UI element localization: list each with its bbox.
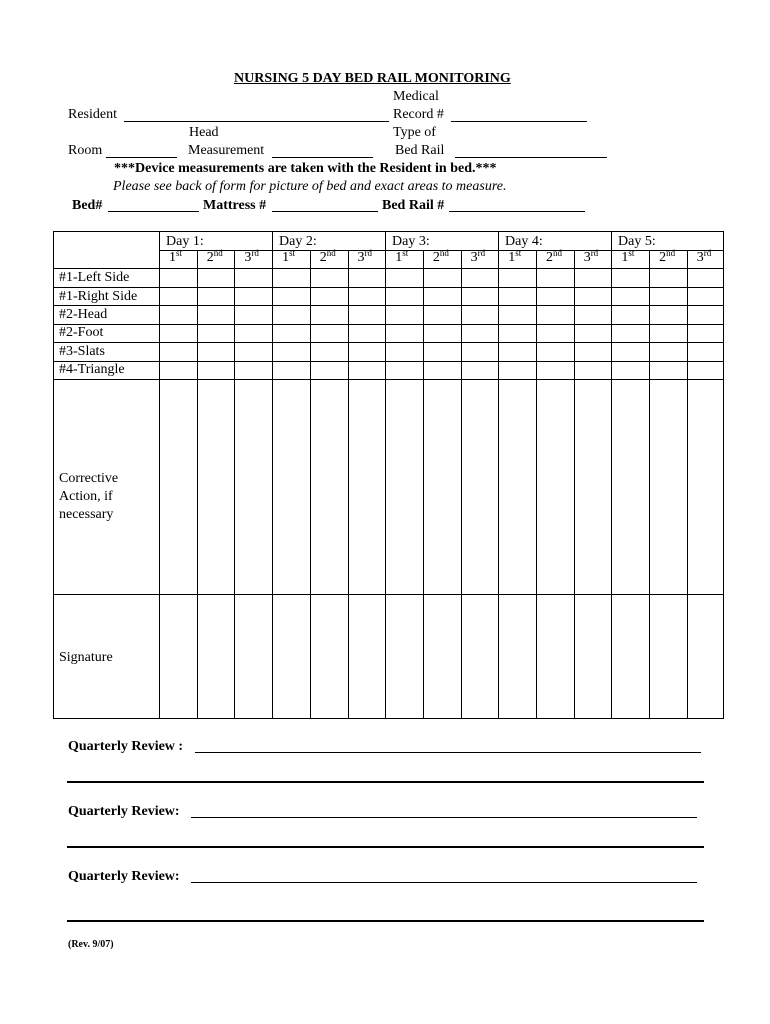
shift-header: 1st — [395, 248, 409, 265]
row-divider — [54, 361, 723, 362]
column-divider — [310, 250, 311, 718]
row-divider — [54, 594, 723, 595]
column-divider — [197, 250, 198, 718]
shift-header: 3rd — [470, 248, 486, 265]
shift-header: 1st — [621, 248, 635, 265]
bed-label: Bed# — [72, 198, 103, 213]
shift-header: 3rd — [244, 248, 259, 265]
day-header: Day 2: — [279, 234, 317, 249]
row-label: #1-Left Side — [59, 270, 130, 285]
measurement-label: Measurement — [188, 143, 265, 158]
record-field[interactable] — [451, 121, 587, 122]
row-divider — [54, 268, 723, 269]
row-divider — [54, 305, 723, 306]
bed-rail-num-label: Bed Rail # — [382, 198, 445, 213]
column-divider — [461, 250, 462, 718]
form-title: NURSING 5 DAY BED RAIL MONITORING — [234, 71, 511, 86]
instruction-text: Please see back of form for picture of bed and exact areas to measure. — [113, 179, 507, 194]
mattress-label: Mattress # — [203, 198, 267, 213]
column-divider — [536, 250, 537, 718]
shift-header: 2nd — [432, 248, 449, 265]
signature-label: Signature — [59, 650, 113, 665]
column-divider — [234, 250, 235, 718]
mattress-field[interactable] — [272, 211, 378, 212]
row-label: #2-Foot — [59, 325, 104, 340]
head-label: Head — [189, 125, 219, 140]
head-measurement-field[interactable] — [272, 157, 373, 158]
column-divider — [498, 232, 499, 718]
room-field[interactable] — [106, 157, 177, 158]
bed-rail-num-field[interactable] — [449, 211, 585, 212]
corrective-label: Action, if — [59, 489, 113, 504]
column-divider — [687, 250, 688, 718]
quarterly-review-field[interactable] — [191, 817, 697, 818]
column-divider — [385, 232, 386, 718]
row-label: #4-Triangle — [59, 362, 125, 377]
day-header: Day 4: — [505, 234, 543, 249]
resident-label: Resident — [68, 107, 117, 122]
bed-rail-label: Bed Rail — [395, 143, 445, 158]
divider — [67, 920, 704, 922]
row-label: #1-Right Side — [59, 289, 138, 304]
row-divider — [54, 342, 723, 343]
quarterly-review-label: Quarterly Review: — [68, 869, 180, 884]
record-label: Record # — [393, 107, 444, 122]
column-divider — [348, 250, 349, 718]
row-divider — [54, 324, 723, 325]
corrective-label: necessary — [59, 507, 114, 522]
notice-text: ***Device measurements are taken with the Resident in bed.*** — [114, 161, 497, 176]
shift-header: 2nd — [206, 248, 223, 265]
bed-field[interactable] — [108, 211, 199, 212]
divider — [67, 846, 704, 848]
corrective-label: Corrective — [59, 471, 119, 486]
bed-rail-type-field[interactable] — [455, 157, 607, 158]
quarterly-review-label: Quarterly Review : — [68, 739, 184, 754]
column-divider — [611, 232, 612, 718]
column-divider — [574, 250, 575, 718]
shift-header: 3rd — [357, 248, 372, 265]
day-header: Day 5: — [618, 234, 656, 249]
quarterly-review-field[interactable] — [195, 752, 701, 753]
column-divider — [423, 250, 424, 718]
monitoring-table — [53, 231, 724, 719]
row-label: #2-Head — [59, 307, 108, 322]
column-divider — [159, 232, 160, 718]
day-header: Day 3: — [392, 234, 430, 249]
revision-note: (Rev. 9/07) — [68, 939, 114, 950]
shift-header: 2nd — [319, 248, 336, 265]
shift-header: 3rd — [583, 248, 599, 265]
row-divider — [54, 379, 723, 380]
divider — [67, 781, 704, 783]
column-divider — [649, 250, 650, 718]
row-label: #3-Slats — [59, 344, 105, 359]
shift-header: 1st — [282, 248, 296, 265]
type-of-label: Type of — [393, 125, 436, 140]
shift-header: 2nd — [659, 248, 676, 265]
shift-header: 3rd — [696, 248, 712, 265]
resident-field[interactable] — [124, 121, 389, 122]
room-label: Room — [68, 143, 103, 158]
row-divider — [54, 287, 723, 288]
day-header: Day 1: — [166, 234, 204, 249]
shift-header: 2nd — [546, 248, 562, 265]
shift-header: 1st — [169, 248, 183, 265]
column-divider — [272, 232, 273, 718]
medical-label: Medical — [393, 89, 439, 104]
quarterly-review-field[interactable] — [191, 882, 697, 883]
shift-header: 1st — [508, 248, 522, 265]
quarterly-review-label: Quarterly Review: — [68, 804, 180, 819]
